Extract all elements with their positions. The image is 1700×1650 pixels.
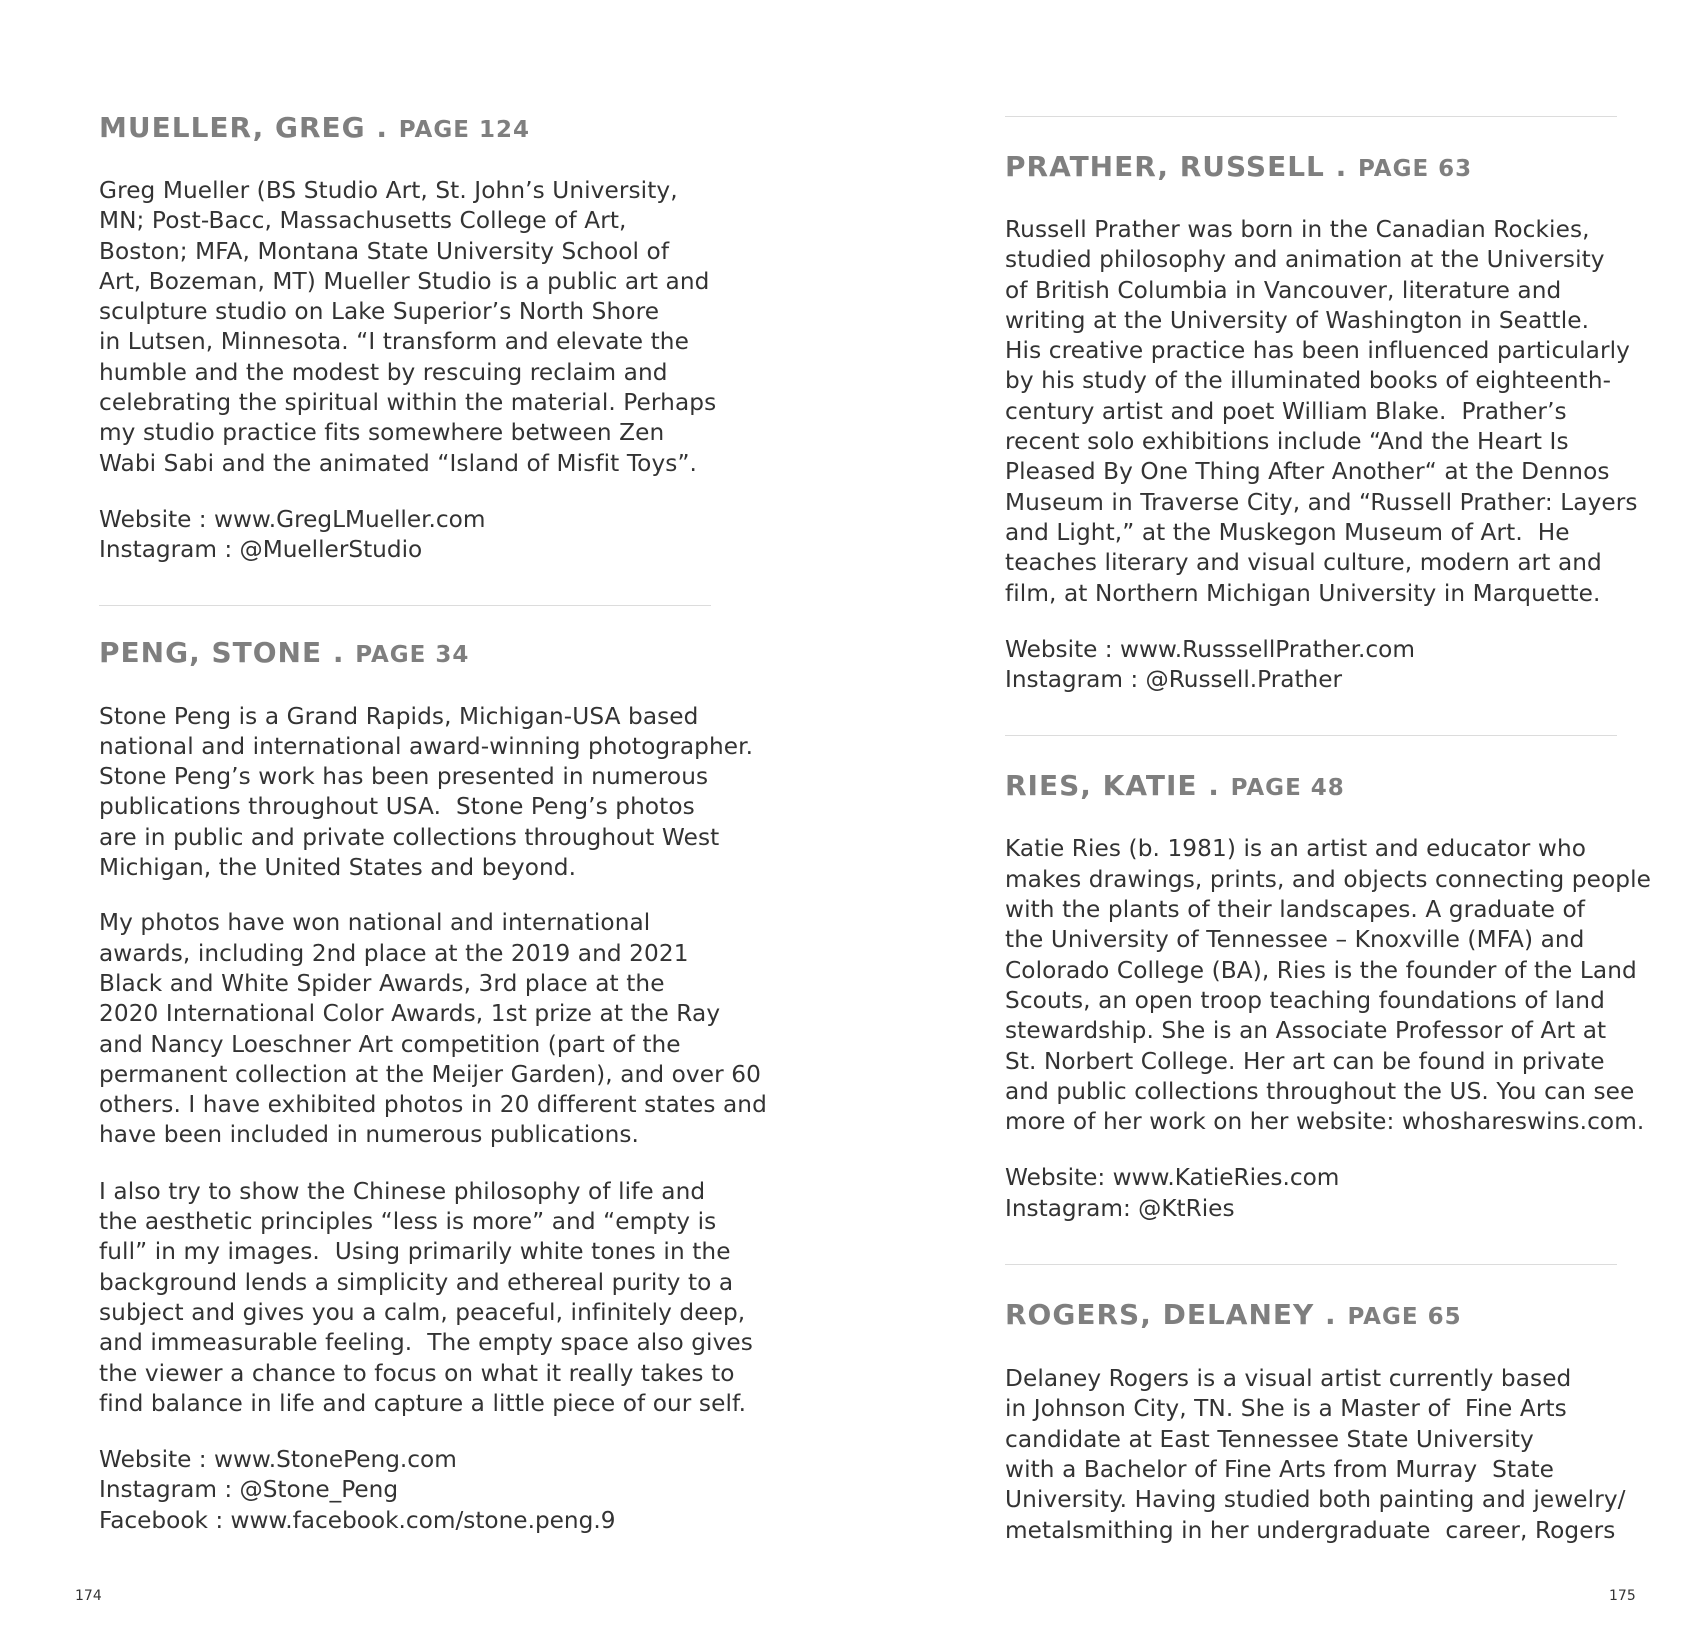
artist-bio: Greg Mueller (BS Studio Art, St. John’s University, MN; Post-Bacc, Massachusetts College of Art, Boston; MFA, Montana State University School of Art, Bozeman, MT) Mueller Studio is a public art and sculpture studio on Lake Superior’s North Shore in Lutsen, Minnesota. “I transform and elevate the humble and the modest by rescuing reclaim and celebrating the spiritual within the material. Perhaps my studio practice fits somewhere between Zen Wabi Sabi and the animated “Island of Misfit Toys”. [99, 177, 717, 477]
website-line: Website : www.RusssellPrather.com [1005, 635, 1415, 663]
entry-heading [99, 633, 739, 675]
artist-name: RIES, KATIE . [1005, 769, 1231, 803]
artist-bio: Stone Peng is a Grand Rapids, Michigan-USA based national and international award-winning photographer. Stone Peng’s work has been presented in numerous publications throughout USA. Stone Peng’s photos are in public and private collections throughout West Michigan, the United States and beyond. [99, 702, 754, 882]
artist-name: ROGERS, DELANEY . [1005, 1298, 1348, 1332]
artist-bio: Delaney Rogers is a visual artist currently based in Johnson City, TN. She is a Master of Fine Arts candidate at East Tennessee State University with a Bachelor of Fine Arts from Murray State University. Having studied both painting and jewelry/ metalsmithing in her undergraduate career, Rogers [1005, 1365, 1626, 1544]
entry-heading [1005, 766, 1645, 808]
section-divider [1005, 1264, 1617, 1265]
artist-bio: I also try to show the Chinese philosophy of life and the aesthetic principles “less is more” and “empty is full” in my images. Using primarily white tones in the background lends a simplicity and ethereal purity to a subject and gives you a calm, peaceful, infinitely deep, and immeasurable feeling. The empty space also gives the viewer a chance to focus on what it really takes to find balance in life and capture a little piece of our self. [99, 1177, 753, 1417]
artist-bio: Katie Ries (b. 1981) is an artist and educator who makes drawings, prints, and objects connecting people with the plants of their landscapes. A graduate of the University of Tennessee – Knoxville (MFA) and Colorado College (BA), Ries is the founder of the Land Scouts, an open troop teaching foundations of land stewardship. She is an Associate Professor of Art at St. Norbert College. Her art can be found in private and public collections throughout the US. You can see more of her work on her website: whoshareswins.com. [1005, 835, 1651, 1136]
instagram-line: Instagram : @Stone_Peng [99, 1476, 399, 1504]
entry-ries [1005, 766, 1651, 1224]
artist-name: MUELLER, GREG . [99, 111, 399, 144]
artist-name: PRATHER, RUSSELL . [1005, 150, 1359, 183]
contact-links [99, 505, 739, 566]
contact-links [99, 1445, 739, 1536]
page-reference: PAGE 48 [1230, 775, 1345, 802]
website-line: Website : www.GregLMueller.com [99, 505, 486, 533]
artist-bio: My photos have won national and international awards, including 2nd place at the 2019 and 2021 Black and White Spider Awards, 3rd place at the 2020 International Color Awards, 1st prize at the Ray and Nancy Loeschner Art competition (part of the permanent collection at the Meijer Garden), and over 60 others. I have exhibited photos in 20 different states and have been included in numerous publications. [99, 909, 767, 1149]
entry-peng [99, 633, 767, 1536]
contact-links [1005, 1163, 1645, 1224]
page-number-right: 175 [1609, 1588, 1636, 1604]
website-line: Website : www.StonePeng.com [99, 1446, 457, 1474]
instagram-line: Instagram : @MuellerStudio [99, 536, 423, 564]
section-divider [99, 605, 711, 606]
entry-heading [1005, 147, 1645, 189]
instagram-line: Instagram : @Russell.Prather [1005, 666, 1343, 694]
instagram-line: Instagram: @KtRies [1005, 1194, 1235, 1222]
right-column [1005, 116, 1651, 1546]
contact-links [1005, 635, 1645, 696]
page-number-left: 174 [75, 1588, 102, 1604]
facebook-line: Facebook : www.facebook.com/stone.peng.9 [99, 1506, 616, 1534]
page-reference: PAGE 65 [1347, 1304, 1462, 1331]
artist-name: PENG, STONE . [99, 635, 356, 669]
page-reference: PAGE 34 [355, 641, 470, 668]
website-line: Website: www.KatieRies.com [1005, 1164, 1340, 1192]
entry-rogers [1005, 1295, 1645, 1546]
artist-bio: Russell Prather was born in the Canadian Rockies, studied philosophy and animation at the University of British Columbia in Vancouver, literature and writing at the University of Washington in Seattle. His creative practice has been influenced particularly by his study of the illuminated books of eighteenth- century artist and poet William Blake. Prather’s recent solo exhibitions include “And the Heart Is Pleased By One Thing After Another“ at the Dennos Museum in Traverse City, and “Russell Prather: Layers and Light,” at the Muskegon Museum of Art. He teaches literary and visual culture, modern art and film, at Northern Michigan University in Marquette. [1005, 216, 1638, 607]
section-divider [1005, 116, 1617, 117]
page-reference: PAGE 63 [1358, 156, 1473, 182]
section-divider [1005, 735, 1617, 736]
entry-heading [99, 108, 739, 150]
entry-heading [1005, 1295, 1645, 1337]
page-reference: PAGE 124 [398, 117, 530, 143]
entry-mueller [99, 108, 739, 566]
entry-prather [1005, 147, 1645, 695]
left-column [99, 108, 767, 1536]
